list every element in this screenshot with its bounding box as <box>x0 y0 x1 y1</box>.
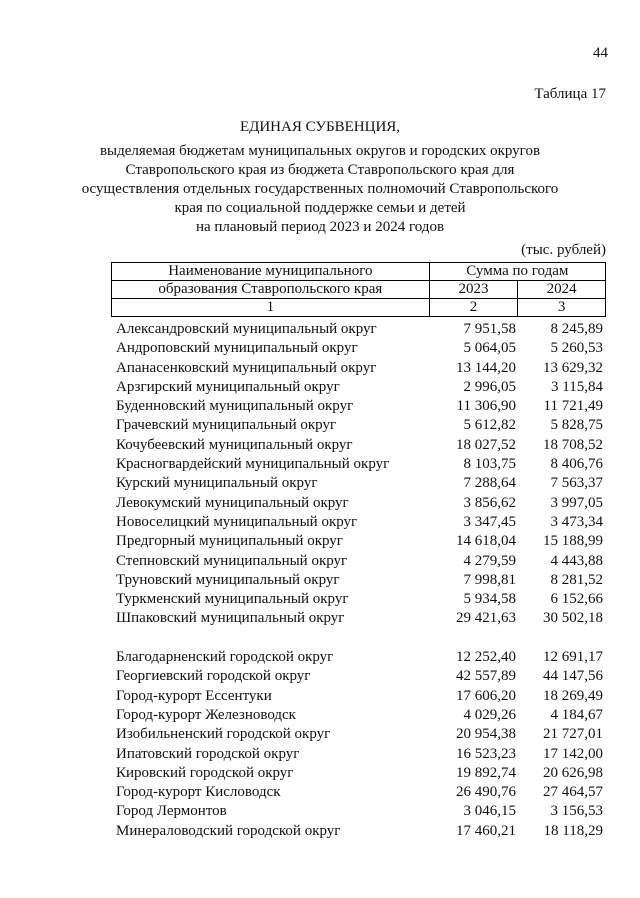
row-name: Грачевский муниципальный округ <box>116 417 337 434</box>
row-name: Александровский муниципальный округ <box>116 321 377 337</box>
row-name: Буденновский муниципальный округ <box>116 398 354 415</box>
row-value-2023: 3 347,45 <box>463 513 516 530</box>
row-value-2024: 27 464,57 <box>543 784 603 801</box>
row-value-2024: 18 269,49 <box>543 687 603 704</box>
row-name: Благодарненский городской округ <box>116 649 334 666</box>
document-title: ЕДИНАЯ СУБВЕНЦИЯ, <box>239 119 401 135</box>
table-row <box>116 339 606 358</box>
row-value-2023: 20 954,38 <box>456 726 516 743</box>
table-row <box>116 590 606 609</box>
table-row <box>116 667 606 686</box>
row-value-2023: 13 144,20 <box>456 359 516 376</box>
row-value-2024: 4 184,67 <box>550 706 603 723</box>
row-value-2024: 21 727,01 <box>543 726 603 743</box>
city-rows <box>116 648 606 841</box>
row-name: Город Лермонтов <box>116 803 227 820</box>
row-name: Ипатовский городской округ <box>116 745 300 762</box>
table-row <box>116 725 606 744</box>
subtitle-line: на плановый период 2023 и 2024 годов <box>195 219 445 235</box>
row-value-2024: 18 708,52 <box>543 436 603 453</box>
row-name: Минераловодский городской округ <box>116 822 341 839</box>
section-gap <box>116 629 606 648</box>
table-row <box>116 359 606 378</box>
header-name-line2: образования Ставропольского края <box>112 281 430 299</box>
row-value-2023: 4 029,26 <box>463 706 516 723</box>
row-name: Город-курорт Железноводск <box>116 706 296 723</box>
header-col-number-1: 1 <box>112 299 430 317</box>
table-row <box>116 687 606 706</box>
row-name: Труновский муниципальный округ <box>116 571 340 588</box>
units-label: (тыс. рублей) <box>521 242 606 258</box>
row-value-2024: 3 156,53 <box>550 803 603 820</box>
row-name: Курский муниципальный округ <box>116 475 318 492</box>
row-value-2024: 8 281,52 <box>550 571 603 588</box>
document-subtitle <box>0 142 640 237</box>
row-name: Город-курорт Ессентуки <box>116 687 272 704</box>
row-value-2023: 4 279,59 <box>463 552 516 569</box>
row-value-2024: 13 629,32 <box>543 359 603 376</box>
header-col-number-3: 3 <box>518 299 606 317</box>
table-row <box>116 571 606 590</box>
row-value-2023: 17 460,21 <box>456 822 516 839</box>
table-header <box>111 262 606 317</box>
row-value-2023: 26 490,76 <box>456 784 516 801</box>
row-value-2023: 7 951,58 <box>463 321 516 337</box>
row-value-2024: 17 142,00 <box>543 745 603 762</box>
table-row <box>116 745 606 764</box>
row-value-2023: 8 103,75 <box>463 456 516 473</box>
row-name: Апанасенковский муниципальный округ <box>116 359 377 376</box>
row-value-2024: 12 691,17 <box>543 649 603 666</box>
table-row <box>116 397 606 416</box>
row-value-2024: 3 115,84 <box>551 378 603 395</box>
page-number: 44 <box>593 45 608 61</box>
table-row <box>116 494 606 513</box>
subtitle-line: края по социальной поддержке семьи и детей <box>174 200 466 216</box>
table-label: Таблица 17 <box>534 86 606 102</box>
row-value-2024: 20 626,98 <box>543 764 603 781</box>
header-year-2024: 2024 <box>518 281 606 299</box>
table-row <box>116 822 606 841</box>
row-value-2023: 3 856,62 <box>463 494 516 511</box>
row-name: Предгорный муниципальный округ <box>116 533 343 550</box>
table-row <box>116 609 606 628</box>
subtitle-line: Ставропольского края из бюджета Ставропольского края для <box>125 162 515 178</box>
row-value-2024: 8 245,89 <box>550 321 603 337</box>
header-year-2023: 2023 <box>429 281 518 299</box>
table-row <box>116 513 606 532</box>
table-row <box>116 802 606 821</box>
row-value-2024: 44 147,56 <box>543 668 603 685</box>
row-value-2024: 4 443,88 <box>550 552 603 569</box>
row-value-2023: 3 046,15 <box>463 803 516 820</box>
row-name: Кировский городской округ <box>116 764 294 781</box>
row-name: Андроповский муниципальный округ <box>116 340 358 357</box>
table-row <box>116 416 606 435</box>
row-value-2024: 11 721,49 <box>543 398 603 415</box>
row-value-2024: 5 828,75 <box>550 417 603 434</box>
row-name: Город-курорт Кисловодск <box>116 784 281 801</box>
row-value-2023: 5 064,05 <box>463 340 516 357</box>
row-name: Изобильненский городской округ <box>116 726 331 743</box>
table-row <box>116 436 606 455</box>
table-row <box>116 552 606 571</box>
row-name: Георгиевский городской округ <box>116 668 311 685</box>
table-row <box>116 532 606 551</box>
row-value-2023: 11 306,90 <box>456 398 516 415</box>
table-row <box>116 455 606 474</box>
table-row <box>116 706 606 725</box>
row-value-2023: 42 557,89 <box>456 668 516 685</box>
row-value-2023: 7 998,81 <box>463 571 516 588</box>
row-value-2024: 8 406,76 <box>550 456 603 473</box>
row-value-2023: 19 892,74 <box>456 764 516 781</box>
table-row <box>116 474 606 493</box>
row-name: Арзгирский муниципальный округ <box>116 378 340 395</box>
row-value-2023: 16 523,23 <box>456 745 516 762</box>
header-col-number-2: 2 <box>429 299 518 317</box>
row-value-2024: 30 502,18 <box>543 610 603 627</box>
row-name: Левокумский муниципальный округ <box>116 494 349 511</box>
row-value-2024: 15 188,99 <box>543 533 603 550</box>
row-value-2023: 5 612,82 <box>463 417 516 434</box>
header-sum: Сумма по годам <box>429 263 605 281</box>
row-name: Новоселицкий муниципальный округ <box>116 513 358 530</box>
row-value-2023: 12 252,40 <box>456 649 516 666</box>
subtitle-line: выделяемая бюджетам муниципальных округов и городских округов <box>99 143 541 159</box>
row-value-2023: 29 421,63 <box>456 610 516 627</box>
row-value-2024: 3 997,05 <box>550 494 603 511</box>
row-name: Кочубеевский муниципальный округ <box>116 436 353 453</box>
row-value-2023: 14 618,04 <box>456 533 516 550</box>
row-value-2024: 18 118,29 <box>543 822 603 839</box>
subtitle-line: осуществления отдельных государственных полномочий Ставропольского <box>81 181 559 197</box>
table-row <box>116 320 606 339</box>
row-value-2023: 7 288,64 <box>463 475 516 492</box>
row-value-2023: 5 934,58 <box>463 591 516 608</box>
row-value-2023: 2 996,05 <box>463 378 516 395</box>
table-body <box>116 320 606 841</box>
row-name: Туркменский муниципальный округ <box>116 591 349 608</box>
municipal-rows <box>116 320 606 629</box>
row-value-2023: 17 606,20 <box>456 687 516 704</box>
table-row <box>116 648 606 667</box>
row-value-2024: 6 152,66 <box>550 591 603 608</box>
table-row <box>116 378 606 397</box>
row-value-2024: 3 473,34 <box>550 513 603 530</box>
row-name: Шпаковский муниципальный округ <box>116 610 345 627</box>
row-value-2024: 7 563,37 <box>550 475 603 492</box>
table-row <box>116 783 606 802</box>
header-name-line1: Наименование муниципального <box>112 263 430 281</box>
row-name: Красногвардейский муниципальный округ <box>116 456 390 473</box>
row-value-2024: 5 260,53 <box>550 340 603 357</box>
row-value-2023: 18 027,52 <box>456 436 516 453</box>
table-row <box>116 764 606 783</box>
row-name: Степновский муниципальный округ <box>116 552 348 569</box>
